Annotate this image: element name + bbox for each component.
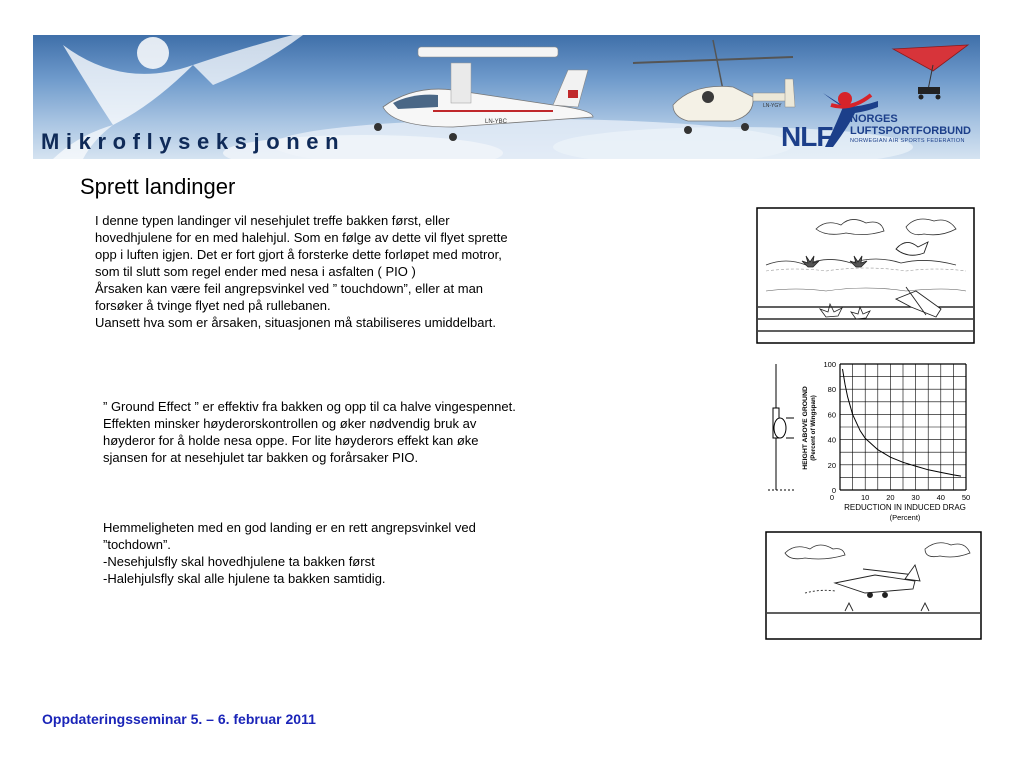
text-line: ”tochdown”. bbox=[103, 537, 171, 552]
text-line: -Halehjulsfly skal alle hjulene ta bakken samtidig. bbox=[103, 571, 386, 586]
paragraph-bounce-landings bbox=[95, 212, 508, 331]
text-line: opp i luften igjen. Det er fort gjort å forsterke dette forløpet med motror, bbox=[95, 247, 502, 262]
y-tick-label: 0 bbox=[831, 486, 836, 495]
nlf-org-name bbox=[850, 113, 980, 145]
x-tick-label: 30 bbox=[911, 493, 920, 502]
slide-title: Sprett landinger bbox=[80, 174, 236, 199]
nlf-org-line3: NORWEGIAN AIR SPORTS FEDERATION bbox=[850, 138, 965, 144]
x-tick-label: 50 bbox=[961, 493, 971, 502]
text-line: Årsaken kan være feil angrepsvinkel ved ” touchdown”, eller at man bbox=[95, 281, 484, 296]
plane-front-view-icon bbox=[768, 364, 794, 490]
banner-title: Mikroflyseksjonen bbox=[41, 129, 346, 154]
text-line: I denne typen landinger vil nesehjulet treffe bakken først, eller bbox=[95, 213, 450, 228]
y-axis-sublabel: (Percent of Wingspan) bbox=[810, 395, 817, 461]
good-landing-illustration bbox=[765, 531, 982, 640]
microlight-trike-icon bbox=[893, 45, 968, 100]
nlf-org-line2: LUFTSPORTFORBUND bbox=[850, 125, 971, 137]
gyro-registration: LN-YGY bbox=[763, 103, 782, 109]
text-line: Uansett hva som er årsaken, situasjonen må stabiliseres umiddelbart. bbox=[95, 315, 497, 330]
paragraph-good-landing bbox=[103, 519, 476, 587]
text-line: høyderor for å holde nesa oppe. For lite høyderors effekt kan øke bbox=[103, 433, 479, 448]
y-tick-labels bbox=[823, 360, 836, 495]
x-axis-sublabel: (Percent) bbox=[889, 513, 921, 522]
text-line: forsøker å tvinge flyet ned på rullebanen. bbox=[95, 298, 331, 313]
ground-effect-chart bbox=[764, 358, 984, 524]
y-axis-label: HEIGHT ABOVE GROUND bbox=[802, 386, 809, 470]
text-line: Effekten minsker høyderorskontrollen og øker nødvendig bruk av bbox=[103, 416, 477, 431]
x-axis-label: REDUCTION IN INDUCED DRAG bbox=[844, 503, 966, 512]
induced-drag-curve bbox=[843, 369, 962, 476]
text-line: hovedhjulene for en med halehjul. Som en følge av dette vil flyet sprette bbox=[95, 230, 508, 245]
y-tick-label: 80 bbox=[827, 385, 836, 395]
aircraft-registration: LN-YBC bbox=[485, 119, 508, 125]
nlf-acronym: NLF bbox=[781, 121, 833, 152]
footer-event: Oppdateringsseminar 5. – 6. februar 2011 bbox=[42, 711, 316, 727]
y-tick-label: 20 bbox=[827, 460, 836, 470]
text-line: Hemmeligheten med en god landing er en rett angrepsvinkel ved bbox=[103, 520, 476, 535]
text-line: som til slutt som regel ender med nesa i asfalten ( PIO ) bbox=[95, 264, 416, 279]
text-line: ” Ground Effect ” er effektiv fra bakken og opp til ca halve vingespennet. bbox=[103, 399, 516, 414]
text-line: sjansen for at nesehjulet tar bakken og forårsaker PIO. bbox=[103, 450, 419, 465]
x-tick-label: 0 bbox=[829, 493, 835, 502]
x-tick-labels bbox=[830, 493, 970, 502]
nlf-org-line1: NORGES bbox=[850, 113, 898, 125]
gyrocopter-icon bbox=[633, 40, 795, 134]
y-tick-label: 60 bbox=[827, 410, 836, 420]
text-line: -Nesehjulsfly skal hovedhjulene ta bakken først bbox=[103, 554, 375, 569]
paragraph-ground-effect bbox=[103, 398, 516, 466]
y-tick-label: 100 bbox=[823, 360, 836, 369]
x-tick-label: 20 bbox=[886, 493, 895, 502]
y-tick-label: 40 bbox=[827, 435, 836, 445]
x-tick-label: 10 bbox=[861, 493, 870, 502]
x-tick-label: 40 bbox=[936, 493, 945, 502]
bounce-landing-illustration bbox=[756, 207, 975, 344]
header-banner bbox=[33, 35, 980, 159]
